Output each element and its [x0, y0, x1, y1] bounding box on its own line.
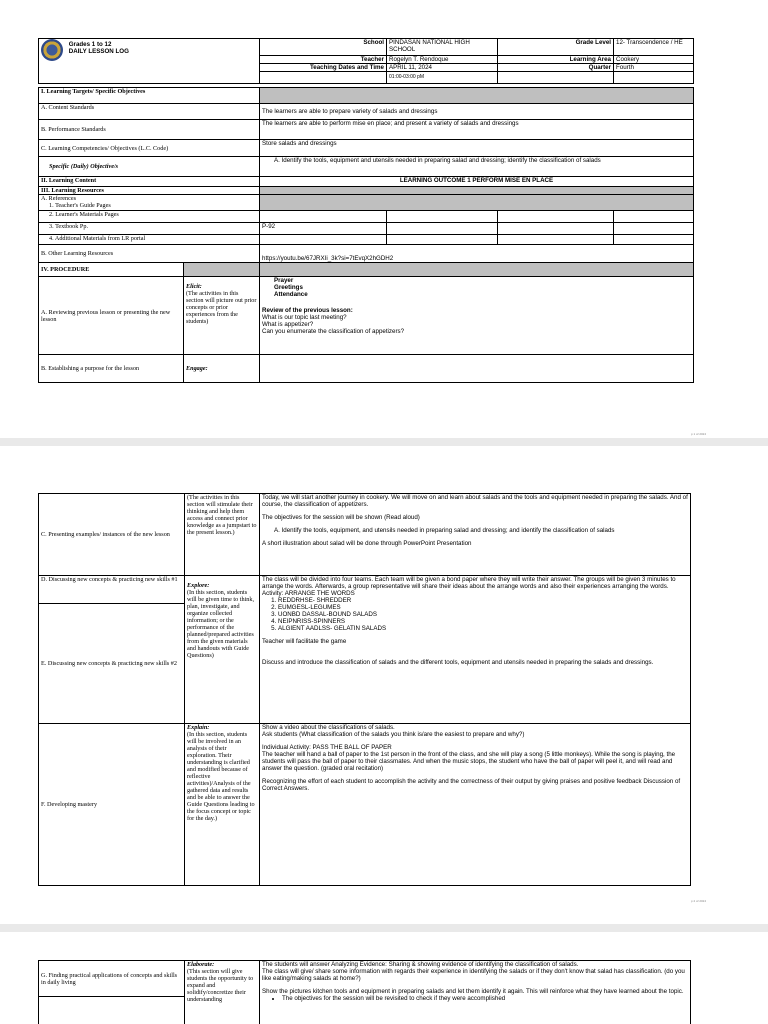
learning-content-label: II. Learning Content — [39, 177, 260, 187]
competencies-value: Store salads and dressings — [260, 140, 694, 157]
textbook-value: P-92 — [260, 223, 387, 235]
school-value: PINDASAN NATIONAL HIGH SCHOOL — [387, 39, 498, 56]
explain-description: (In this section, students will be involved in an analysis of their exploration. Their understanding is clarified and modified because of reflective activities)/Analysis of the gathered data and results and be able to answer the Guide Questions leading to the focus concept or topic for the day.) — [187, 731, 255, 822]
learning-area-label: Learning Area — [498, 56, 614, 64]
discussing-concepts-value — [260, 576, 691, 724]
practical-applications-label: G. Finding practical applications of concepts and skills in daily living — [39, 961, 185, 997]
learning-resources-label: III. Learning Resources — [39, 187, 260, 195]
arrange-words-list — [262, 597, 688, 632]
mastery-text-4: The teacher will hand a ball of paper to the 1st person in the front of the class, and she will play a song (5 little monkeys). While the song is playing, the students will pass the ball of paper to their classmates. And when the music stops, the student who have the ball of paper will peel it, and will read and answer the question. (graded oral recitation) — [262, 751, 676, 772]
grade-level-value: 12- Transcendence / HE — [614, 39, 694, 56]
review-question-2: What is appetizer? — [262, 321, 314, 328]
learners-materials-label: 2. Learner's Materials Pages — [39, 211, 260, 223]
page-1-number: p 1 of 2024 — [690, 432, 706, 436]
arrange-word-item: 1. REDDRHSE- SHREDDER — [278, 597, 688, 604]
presenting-text-4: A short illustration about salad will be done through PowerPoint Presentation — [262, 540, 472, 547]
page-2 — [0, 446, 768, 924]
arrange-word-item: 2. EUMGESL-LEGUMES — [278, 604, 688, 611]
header-logo-block — [39, 39, 260, 84]
arrange-word-item: 3. UONBD DASSAL-BOUND SALADS — [278, 611, 688, 618]
textbook-label: 3. Textbook Pp. — [39, 223, 260, 235]
mastery-text-5: Recognizing the effort of each student to accomplish the activity and the correctness of their output by giving praises and positive feedback Discussion of Correct Answers. — [262, 778, 681, 792]
elaborate-title: Elaborate: — [187, 961, 215, 968]
presenting-text-3: A. Identify the tools, equipment, and utensils needed in preparing salad and dressing; and identify the classification of salads — [274, 527, 615, 534]
mastery-text-2: Ask students (What classification of the salads you think is/are the easiest to prepare and why?) — [262, 731, 525, 738]
deped-seal-icon — [41, 39, 63, 61]
references-block — [39, 195, 260, 211]
review-title: Review of the previous lesson: — [262, 307, 353, 314]
elicit-description: (The activities in this section will picture out prior concepts or prior experiences from the students) — [186, 290, 257, 325]
page-1 — [0, 0, 768, 438]
grade-level-label: Grade Level — [498, 39, 614, 56]
elaborate-cell — [185, 961, 260, 1024]
performance-standards-value: The learners are able to perform mise en place; and present a variety of salads and dressings — [260, 120, 694, 140]
explore-cell — [185, 576, 260, 724]
performance-standards-label: B. Performance Standards — [39, 120, 260, 140]
teaching-time-value: 01:00-03:00 pM — [387, 72, 498, 84]
lesson-log-table-page-1 — [38, 38, 694, 383]
discussing-concepts-2-label: E. Discussing new concepts & practicing new skills #2 — [39, 604, 185, 724]
engage-title: Engage: — [184, 355, 260, 383]
discussing-concepts-1-label: D. Discussing new concepts & practicing new skills #1 — [39, 576, 185, 604]
developing-mastery-value — [260, 724, 691, 886]
establishing-purpose-label: B. Establishing a purpose for the lesson — [39, 355, 184, 383]
specific-objectives-value: A. Identify the tools, equipment and utensils needed in preparing salad and dressing; identify the classification of salads — [260, 157, 694, 177]
discussing-intro-text: The class will be divided into four teams. Each team will be given a bond paper where they will write their answer. The groups will be given 3 minutes to arrange the words. Afterwards, a group representative will share their ideas about the arrange words and also their experiences arranging the words. — [262, 576, 676, 590]
arrange-word-item: 5. ALGIENT AADLSS- GELATIN SALADS — [278, 625, 688, 632]
discussing-concepts-2-value: Discuss and introduce the classification of salads and the different tools, equipment and utensils needed in preparing the salads and dressings. — [262, 659, 654, 666]
presenting-text-2: The objectives for the session will be shown (Read aloud) — [262, 514, 420, 521]
explain-title: Explain: — [187, 724, 210, 731]
prayer-text: Prayer — [274, 277, 294, 284]
specific-objectives-label: Specific (Daily) Objective/s — [39, 157, 260, 177]
developing-mastery-label: F. Developing mastery — [39, 724, 185, 886]
quarter-label: Quarter — [498, 64, 614, 72]
mastery-text-3: Individual Activity: PASS THE BALL OF PAPER — [262, 744, 392, 751]
apply-text-3: Show the pictures kitchen tools and equipment in preparing salads and let them identify it again. This will reinforce what they have learned about the topic. — [262, 988, 684, 995]
facilitate-text: Teacher will facilitate the game — [262, 638, 347, 645]
reviewing-lesson-label: A. Reviewing previous lesson or presenting the new lesson — [39, 277, 184, 355]
apply-text-2: The class will give/ share some information with regards their experience in identifying the salads or if they don't know that salad has classification. (do you like eating/making salads at home?) — [262, 968, 685, 982]
practical-applications-value — [260, 961, 691, 1024]
explore-description: (In this section, students will be given time to think, plan, investigate, and organize collected information; or the performance of the planned/prepared activities from the given materials and handouts with Guide Questions) — [187, 589, 255, 659]
learning-content-value: LEARNING OUTCOME 1 PERFORM MISE EN PLACE — [260, 177, 694, 187]
review-question-1: What is our topic last meeting? — [262, 314, 347, 321]
greetings-text: Greetings — [274, 284, 303, 291]
page-2-number: p 2 of 2024 — [690, 899, 706, 903]
presenting-text-1: Today, we will start another journey in cookery. We will move on and learn about salads and the tools and equipment needed in preparing the salads. And of course, the classification of appetizers. — [262, 494, 688, 508]
apply-text-1: The students will answer Analyzing Evidence: Sharing & showing evidence of identifying the classification of salads. — [262, 961, 579, 968]
teacher-label: Teacher — [260, 56, 387, 64]
teaching-dates-label: Teaching Dates and Time — [260, 64, 387, 72]
explain-cell — [185, 724, 260, 886]
presenting-examples-value — [260, 494, 691, 576]
lesson-log-table-page-2 — [38, 493, 691, 886]
teacher-value: Rogelyn T. Rendoque — [387, 56, 498, 64]
arrange-word-item: 4. NEIPNRISS-SPINNERS — [278, 618, 688, 625]
reviewing-lesson-value — [260, 277, 694, 355]
additional-materials-label: 4. Additional Materials from LR portal — [39, 235, 260, 245]
elaborate-description: (This section will give students the opportunity to expand and solidify/concretize their understanding — [187, 968, 254, 1003]
school-label: School — [260, 39, 387, 56]
references-label: A. References — [41, 195, 77, 202]
page-3 — [0, 932, 768, 1024]
content-standards-label: A. Content Standards — [39, 104, 260, 120]
lesson-log-table-page-3 — [38, 960, 691, 1024]
explore-title: Explore: — [187, 582, 210, 589]
mastery-text-1: Show a video about the classifications of salads. — [262, 724, 395, 731]
quarter-value: Fourth — [614, 64, 694, 72]
review-question-3: Can you enumerate the classification of appetizers? — [262, 328, 405, 335]
learning-area-value: Cookery — [614, 56, 694, 64]
activity-title: Activity: ARRANGE THE WORDS — [262, 590, 355, 597]
learning-targets-label: I. Learning Targets/ Specific Objectives — [39, 88, 260, 104]
log-title-line1: Grades 1 to 12 — [68, 41, 112, 48]
other-resources-label: B. Other Learning Resources — [39, 245, 260, 263]
elicit-cell — [184, 277, 260, 355]
teaching-date-value: APRIL 11, 2024 — [387, 64, 498, 72]
procedure-label: IV. PROCEDURE — [39, 263, 184, 277]
competencies-label: C. Learning Competencies/ Objectives (L.C. Code) — [39, 140, 260, 157]
elicit-title: Elicit: — [186, 283, 202, 290]
apply-text-4: • The objectives for the session will be revisited to check if they were accomplished — [282, 995, 688, 1002]
log-title-line2: DAILY LESSON LOG — [68, 48, 129, 55]
content-standards-value: The learners are able to prepare variety of salads and dressings — [260, 104, 694, 120]
engage-description: (The activities in this section will stimulate their thinking and help them access and connect prior knowledge as a jumpstart to the present lesson.) — [185, 494, 260, 576]
presenting-examples-label: C. Presenting examples/ instances of the new lesson — [39, 494, 185, 576]
attendance-text: Attendance — [274, 291, 308, 298]
teachers-guide-label: 1. Teacher's Guide Pages — [49, 202, 111, 209]
other-resources-link[interactable]: https://youtu.be/67JRXIi_3k?si=7tEvqX2hGDH2 — [260, 245, 694, 263]
